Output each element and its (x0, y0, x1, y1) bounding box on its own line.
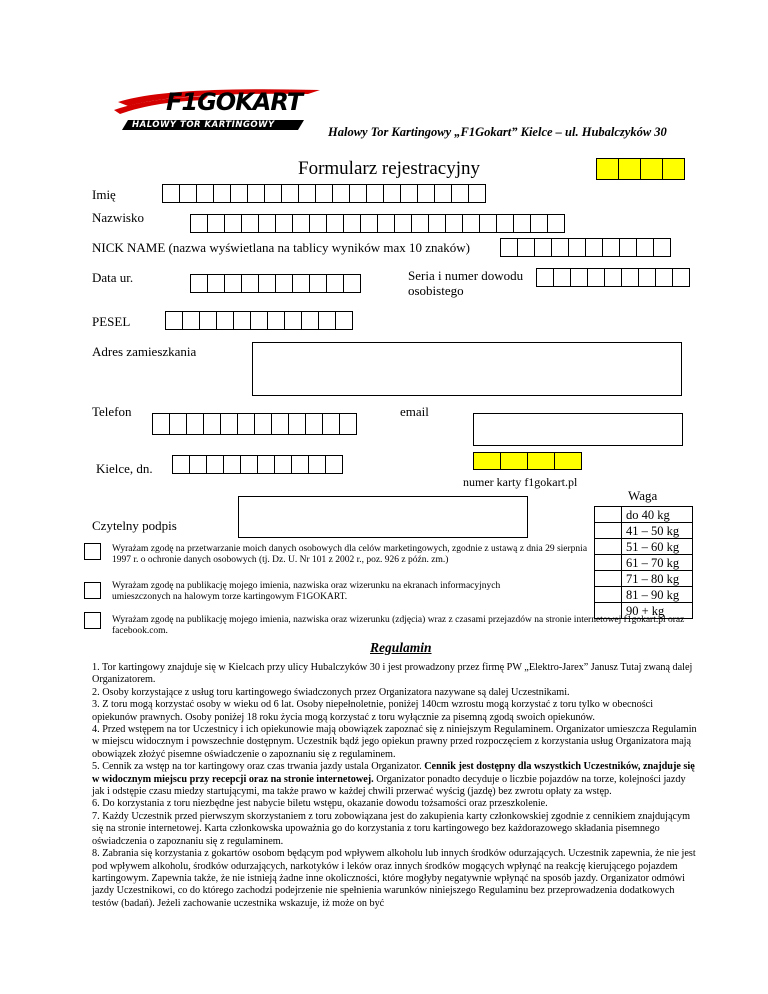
input-dowod[interactable] (536, 268, 689, 287)
rule-5 (92, 761, 698, 798)
char-box[interactable] (305, 413, 323, 435)
rule-1: 1. Tor kartingowy znajduje się w Kielcach przy ulicy Hubalczyków 30 i jest prowadzony przez firmę PW „Elektro-Jarex” Janusz Tutaj zwaną dalej Organizatorem. (92, 662, 693, 686)
logo (108, 84, 326, 136)
char-box[interactable] (203, 413, 221, 435)
char-box[interactable] (264, 184, 282, 203)
input-karta[interactable] (473, 452, 581, 470)
input-adres[interactable] (252, 342, 682, 396)
char-box[interactable] (383, 184, 401, 203)
char-box[interactable] (315, 184, 333, 203)
char-box[interactable] (182, 311, 200, 330)
weight-label: do 40 kg (622, 507, 693, 523)
char-box[interactable] (267, 311, 285, 330)
rules-body (92, 662, 698, 910)
consent-1-checkbox[interactable] (84, 543, 101, 560)
char-box[interactable] (309, 274, 327, 293)
rule-5-c: Organizator ponadto decyduje o liczbie pojazdów na torze, kolejności jazdy jak i odstępie czasu miedzy startującymi, ma także prawo w każdej chwili przerwać wyścig (jazdę) bez zwrotu opłaty za wstęp. (92, 773, 686, 798)
char-box[interactable] (672, 268, 690, 287)
input-imie[interactable] (162, 184, 485, 203)
char-box[interactable] (496, 214, 514, 233)
char-box[interactable] (568, 238, 586, 257)
char-box[interactable] (655, 268, 673, 287)
char-box[interactable] (207, 214, 225, 233)
char-box[interactable] (377, 214, 395, 233)
char-box[interactable] (530, 214, 548, 233)
char-box[interactable] (224, 214, 242, 233)
char-box[interactable] (281, 184, 299, 203)
char-box[interactable] (640, 158, 663, 180)
input-nick[interactable] (500, 238, 670, 257)
char-box[interactable] (400, 184, 418, 203)
header-address: Halowy Tor Kartingowy „F1Gokart” Kielce – ul. Hubalczyków 30 (328, 125, 667, 139)
char-box[interactable] (366, 184, 384, 203)
weight-check[interactable] (595, 539, 622, 555)
char-box[interactable] (621, 268, 639, 287)
consent-2-text: Wyrażam zgodę na publikację mojego imienia, nazwiska oraz wizerunku na ekranach informacyjnych umieszczonych na halowym torze kartingowym F1GOKART. (112, 581, 501, 602)
label-nick: NICK NAME (nazwa wyświetlana na tablicy wyników max 10 znaków) (92, 240, 470, 255)
char-box[interactable] (162, 184, 180, 203)
char-box[interactable] (275, 214, 293, 233)
label-adres: Adres zamieszkania (92, 344, 197, 359)
char-box[interactable] (207, 274, 225, 293)
char-box[interactable] (434, 184, 452, 203)
weight-label: 71 – 80 kg (622, 571, 693, 587)
char-box[interactable] (325, 455, 343, 474)
rule-5-b: Cennik jest dostępny dla wszystkich Uczestników, znajduje się w widocznym miejscu przy recepcji oraz na stronie internetowej. (92, 761, 695, 785)
char-box[interactable] (292, 214, 310, 233)
char-box[interactable] (513, 214, 531, 233)
rule-2: 2. Osoby korzystające z usług toru kartingowego świadczonych przez Organizatora nazywane są dalej Uczestnikami. (92, 686, 570, 698)
char-box[interactable] (335, 311, 353, 330)
weight-check[interactable] (595, 571, 622, 587)
char-box[interactable] (271, 413, 289, 435)
char-box[interactable] (411, 214, 429, 233)
char-box[interactable] (596, 158, 619, 180)
char-box[interactable] (602, 238, 620, 257)
weight-table (594, 506, 693, 619)
char-box[interactable] (199, 311, 217, 330)
char-box[interactable] (417, 184, 435, 203)
char-box[interactable] (250, 311, 268, 330)
char-box[interactable] (241, 214, 259, 233)
char-box[interactable] (326, 274, 344, 293)
char-box[interactable] (585, 238, 603, 257)
weight-check[interactable] (595, 507, 622, 523)
label-nazwisko: Nazwisko (92, 210, 144, 225)
char-box[interactable] (662, 158, 685, 180)
char-box[interactable] (216, 311, 234, 330)
char-box[interactable] (638, 268, 656, 287)
char-box[interactable] (240, 455, 258, 474)
input-date[interactable] (172, 455, 342, 474)
rule-6: 6. Do korzystania z toru niezbędne jest nabycie biletu wstępu, okazanie dowodu tożsamości oraz przeszkolenie. (92, 798, 548, 810)
char-box[interactable] (517, 238, 535, 257)
char-box[interactable] (223, 455, 241, 474)
char-box[interactable] (479, 214, 497, 233)
char-box[interactable] (284, 311, 302, 330)
char-box[interactable] (301, 311, 319, 330)
char-box[interactable] (343, 274, 361, 293)
char-box[interactable] (322, 413, 340, 435)
char-box[interactable] (604, 268, 622, 287)
char-box[interactable] (339, 413, 357, 435)
char-box[interactable] (349, 184, 367, 203)
char-box[interactable] (220, 413, 238, 435)
logo-subtext: HALOWY TOR KARTINGOWY (132, 120, 275, 130)
char-box[interactable] (360, 214, 378, 233)
char-box[interactable] (473, 452, 501, 470)
char-box[interactable] (291, 455, 309, 474)
weight-check[interactable] (595, 523, 622, 539)
char-box[interactable] (190, 274, 208, 293)
weight-label: 41 – 50 kg (622, 523, 693, 539)
char-box[interactable] (653, 238, 671, 257)
char-box[interactable] (500, 452, 528, 470)
label-waga: Waga (628, 488, 658, 503)
char-box[interactable] (206, 455, 224, 474)
weight-label: 81 – 90 kg (622, 587, 693, 603)
char-box[interactable] (308, 455, 326, 474)
consent-3-checkbox[interactable] (84, 612, 101, 629)
char-box[interactable] (258, 214, 276, 233)
char-box[interactable] (169, 413, 187, 435)
char-box[interactable] (237, 413, 255, 435)
char-box[interactable] (326, 214, 344, 233)
char-box[interactable] (189, 455, 207, 474)
char-box[interactable] (230, 184, 248, 203)
rule-7: 7. Każdy Uczestnik przed pierwszym skorzystaniem z toru zobowiązana jest do zakupienia karty członkowskiej zgodnie z cennikiem znajdującym się na stronie internetowej. Karta członkowska upoważnia go do korzystania z toru kartingowego bez każdorazowego składania pisemnego oświadczenia o zapoznaniu się z regulaminem. (92, 810, 691, 847)
char-box[interactable] (247, 184, 265, 203)
char-box[interactable] (152, 413, 170, 435)
char-box[interactable] (534, 238, 552, 257)
char-box[interactable] (292, 274, 310, 293)
char-box[interactable] (551, 238, 569, 257)
form-number-boxes[interactable] (596, 158, 684, 180)
char-box[interactable] (547, 214, 565, 233)
char-box[interactable] (527, 452, 555, 470)
label-data-ur: Data ur. (92, 270, 134, 285)
input-telefon[interactable] (152, 413, 356, 435)
rules-title: Regulamin (370, 640, 432, 655)
char-box[interactable] (554, 452, 582, 470)
char-box[interactable] (318, 311, 336, 330)
consent-1-text: Wyrażam zgodę na przetwarzanie moich danych osobowych dla celów marketingowych, zgodnie z ustawą z dnia 29 sierpnia 1997 r. o ochronie danych osobowych (tj. Dz. U. Nr 101 z 2002 r., poz. 926 z późn. zm.) (112, 544, 588, 565)
char-box[interactable] (394, 214, 412, 233)
label-karta: numer karty f1gokart.pl (463, 475, 578, 489)
char-box[interactable] (288, 413, 306, 435)
char-box[interactable] (213, 184, 231, 203)
rule-8: 8. Zabrania się korzystania z gokartów osobom będącym pod wpływem alkoholu lub innych środków odurzających. Uczestnik zapewnia, że nie jest pod wpływem alkoholu, środków odurzających, narkotyków i leków oraz innych środków mogących wpłynąć na reakcję kierującego pojazdem kartingowym. Zapewnia także, że nie istnieją żadne inne okoliczności, które mogłyby negatywnie wpłynąć na sposób jazdy. Organizator odmówi jazdy Uczestnikowi, co do którego zachodzi podejrzenie nie spełnienia warunków niniejszego Regulaminu bez przeprowadzenia dodatkowych testów (badań). Jeżeli zachowanie uczestnika wskazuje, iż może on być (92, 848, 696, 909)
weight-label: 90 + kg (622, 603, 693, 619)
input-data-ur[interactable] (190, 274, 360, 293)
char-box[interactable] (257, 455, 275, 474)
char-box[interactable] (618, 158, 641, 180)
weight-check[interactable] (595, 555, 622, 571)
char-box[interactable] (196, 184, 214, 203)
char-box[interactable] (536, 268, 554, 287)
label-telefon: Telefon (92, 404, 132, 419)
label-podpis: Czytelny podpis (92, 518, 177, 533)
rule-4: 4. Przed wstępem na tor Uczestnicy i ich opiekunowie mają obowiązek zapoznać się z niniejszym Regulaminem. Organizator umieszcza Regulamin w miejscu widocznym i powszechnie dostępnym. Uczestnik bądź jego opiekun prawny przed rozpoczęciem z korzystania usług Organizatora mają obowiązek złożyć pisemne oświadczenie o zapoznaniu się z regulaminem. (92, 724, 697, 760)
char-box[interactable] (636, 238, 654, 257)
char-box[interactable] (587, 268, 605, 287)
rule-3: 3. Z toru mogą korzystać osoby w wieku od 6 lat. Osoby niepełnoletnie, poniżej 140cm wzrostu mogą korzystać z toru tylko w obecności opiekunów prawnych. Osoby poniżej 18 roku życia mogą korzystać z toru wyłącznie za pisemną zgodą swoich opiekunów. (92, 699, 654, 723)
char-box[interactable] (462, 214, 480, 233)
char-box[interactable] (274, 455, 292, 474)
char-box[interactable] (233, 311, 251, 330)
char-box[interactable] (500, 238, 518, 257)
label-seria-1: Seria i numer dowodu (408, 268, 524, 283)
char-box[interactable] (332, 184, 350, 203)
char-box[interactable] (224, 274, 242, 293)
weight-label: 51 – 60 kg (622, 539, 693, 555)
input-email[interactable] (473, 413, 683, 446)
label-kielce: Kielce, dn. (96, 461, 153, 476)
char-box[interactable] (275, 274, 293, 293)
char-box[interactable] (570, 268, 588, 287)
form-title: Formularz rejestracyjny (298, 158, 481, 179)
label-seria-2: osobistego (408, 283, 464, 298)
char-box[interactable] (468, 184, 486, 203)
weight-check[interactable] (595, 587, 622, 603)
char-box[interactable] (179, 184, 197, 203)
input-pesel[interactable] (165, 311, 352, 330)
char-box[interactable] (258, 274, 276, 293)
rule-5-a: 5. Cennik za wstęp na tor kartingowy oraz czas trwania jazdy ustala Organizator. (92, 761, 425, 773)
char-box[interactable] (186, 413, 204, 435)
char-box[interactable] (309, 214, 327, 233)
label-imie: Imię (92, 187, 116, 202)
input-nazwisko[interactable] (190, 214, 564, 233)
consent-3-text: Wyrażam zgodę na publikację mojego imienia, nazwiska oraz wizerunku (zdjęcia) wraz z czasami przejazdów na stronie internetowej f1gokart.pl oraz facebook.com. (112, 615, 685, 636)
char-box[interactable] (298, 184, 316, 203)
logo-text: F1GOKART (166, 88, 303, 116)
char-box[interactable] (254, 413, 272, 435)
char-box[interactable] (451, 184, 469, 203)
char-box[interactable] (445, 214, 463, 233)
char-box[interactable] (428, 214, 446, 233)
char-box[interactable] (241, 274, 259, 293)
char-box[interactable] (190, 214, 208, 233)
char-box[interactable] (343, 214, 361, 233)
char-box[interactable] (619, 238, 637, 257)
label-pesel: PESEL (92, 314, 131, 329)
char-box[interactable] (553, 268, 571, 287)
label-email: email (400, 404, 429, 419)
weight-label: 61 – 70 kg (622, 555, 693, 571)
consent-2-checkbox[interactable] (84, 582, 101, 599)
char-box[interactable] (172, 455, 190, 474)
char-box[interactable] (165, 311, 183, 330)
input-podpis[interactable] (238, 496, 528, 538)
